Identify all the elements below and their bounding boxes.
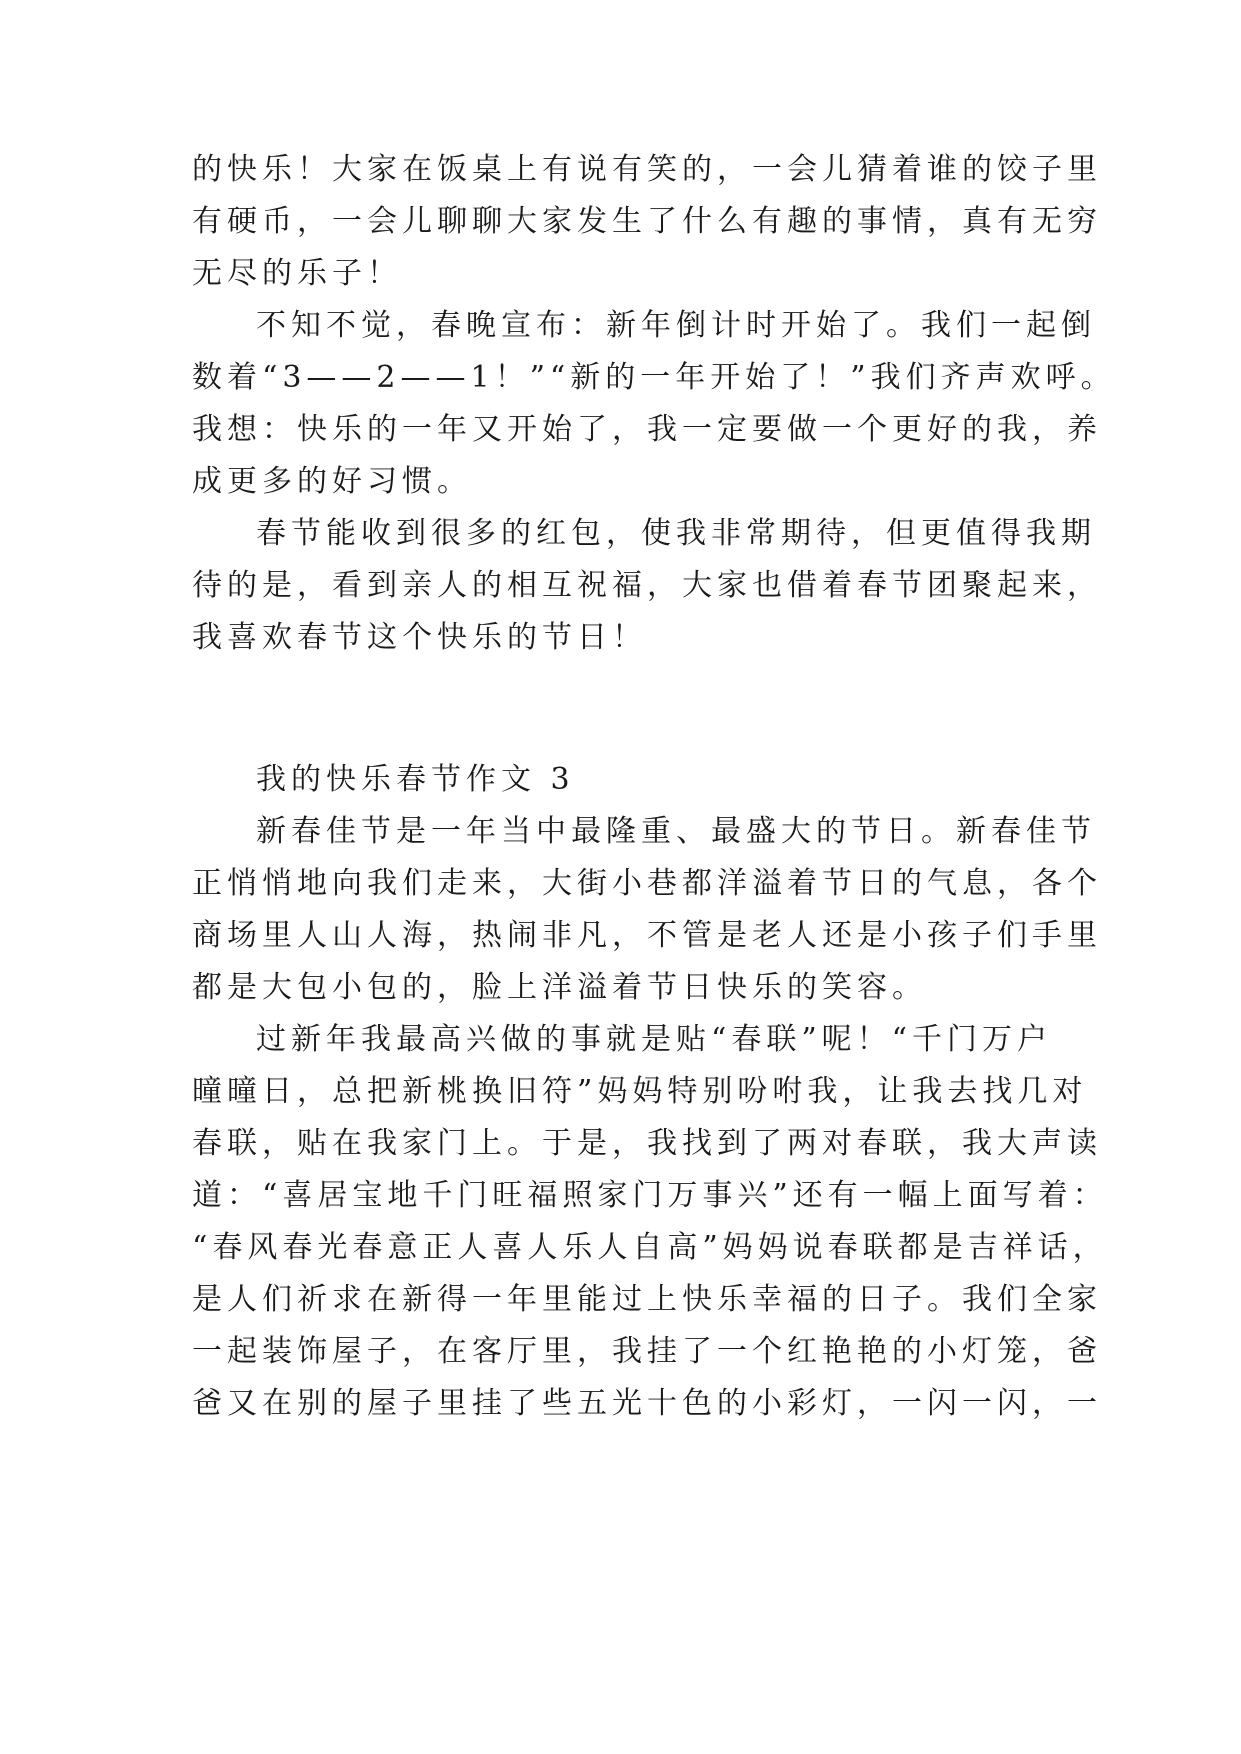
- text-line: 成更多的好习惯。: [192, 464, 472, 499]
- text-line: 商场里人山人海，热闹非凡，不管是老人还是小孩子们手里: [192, 918, 1102, 953]
- text-line: 待的是，看到亲人的相互祝福，大家也借着春节团聚起来，: [192, 568, 1102, 603]
- text-line: 数着“3——2——1！”“新的一年开始了！”我们齐声欢呼。: [192, 360, 1116, 395]
- text-line: 新春佳节是一年当中最隆重、最盛大的节日。新春佳节: [256, 814, 1096, 849]
- text-line: 的快乐！大家在饭桌上有说有笑的，一会儿猜着谁的饺子里: [192, 152, 1102, 187]
- text-line: 一起装饰屋子，在客厅里，我挂了一个红艳艳的小灯笼，爸: [192, 1334, 1102, 1369]
- text-line: 是人们祈求在新得一年里能过上快乐幸福的日子。我们全家: [192, 1282, 1102, 1317]
- text-line: 曈曈日，总把新桃换旧符”妈妈特别吩咐我，让我去找几对: [192, 1074, 1088, 1109]
- text-line: 春节能收到很多的红包，使我非常期待，但更值得我期: [256, 516, 1096, 551]
- text-line: 有硬币，一会儿聊聊大家发生了什么有趣的事情，真有无穷: [192, 204, 1102, 239]
- text-line: 道：“喜居宝地千门旺福照家门万事兴”还有一幅上面写着：: [192, 1178, 1108, 1213]
- text-line: 正悄悄地向我们走来，大街小巷都洋溢着节日的气息，各个: [192, 866, 1102, 901]
- text-line: 我喜欢春节这个快乐的节日！: [192, 620, 647, 655]
- text-line: 无尽的乐子！: [192, 256, 402, 291]
- text-line: 春联，贴在我家门上。于是，我找到了两对春联，我大声读: [192, 1126, 1102, 1161]
- section-title: 我的快乐春节作文 3: [256, 762, 575, 797]
- text-line: 我想：快乐的一年又开始了，我一定要做一个更好的我，养: [192, 412, 1102, 447]
- text-line: 过新年我最高兴做的事就是贴“春联”呢！“千门万户: [256, 1022, 1053, 1057]
- text-line: 爸又在别的屋子里挂了些五光十色的小彩灯，一闪一闪，一: [192, 1386, 1102, 1421]
- text-line: 不知不觉，春晚宣布：新年倒计时开始了。我们一起倒: [256, 308, 1096, 343]
- text-line: 都是大包小包的，脸上洋溢着节日快乐的笑容。: [192, 970, 927, 1005]
- text-line: “春风春光春意正人喜人乐人自高”妈妈说春联都是吉祥话，: [192, 1230, 1108, 1265]
